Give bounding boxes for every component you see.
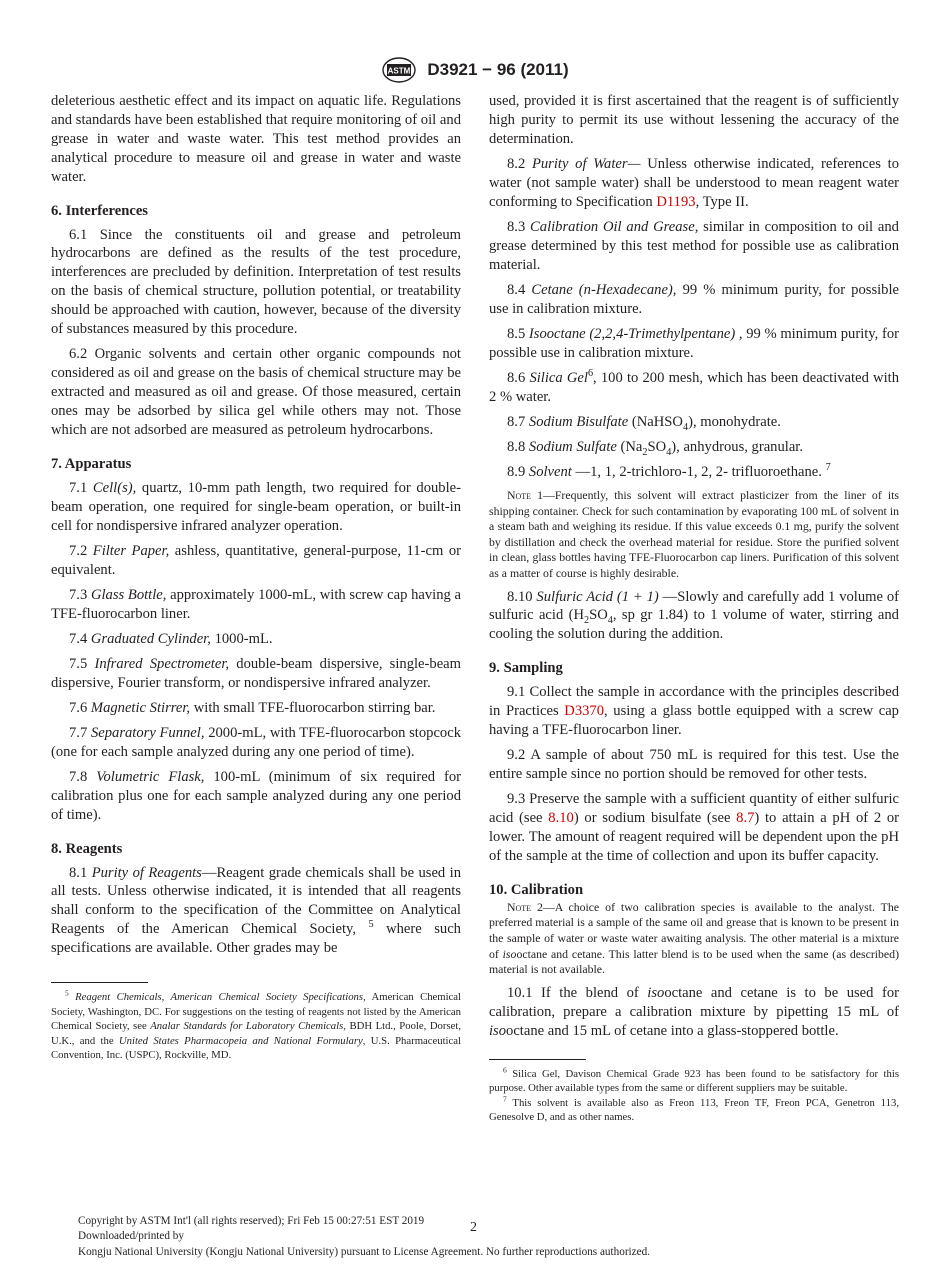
link-d1193[interactable]: D1193 [656, 193, 696, 210]
para-9-2: 9.2 A sample of about 750 mL is required for this test. Use the entire sample since no portion should be removed for other tests. [489, 747, 899, 783]
note-2: Note 2—A choice of two calibration species is available to the analyst. The preferred material is a sample of the same oil and grease that is known to be present in the sample of water or waste water awaiting analysis. The other material is a mixture of isooctane and cetane. This latter blend is to be used when the same (as described) material is not available. [489, 899, 899, 977]
section-8-heading: 8. Reagents [51, 840, 123, 857]
intro-paragraph: deleterious aesthetic effect and its impact on aquatic life. Regulations and standards have been established that require monitoring of oil and grease in water and waste water. This test method provides an analytical procedure to measure oil and grease in water and waste water. [51, 93, 461, 185]
footer-line-1: Copyright by ASTM Int'l (all rights reserved); Fri Feb 15 00:27:51 EST 2019 [78, 1215, 425, 1227]
para-8-8: 8.8 Sodium Sulfate $(Na_2SO_4)$, anhydrous, granular. [507, 438, 804, 458]
para-7-6: 7.6 Magnetic Stirrer, with small TFE-fluorocarbon stirring bar. [69, 699, 436, 716]
logo-text: ASTM [388, 66, 411, 76]
footer-line-3: Kongju National University (Kongju National University) pursuant to License Agreement. No further reproductions authorized. [78, 1245, 650, 1258]
copyright-footer [78, 1214, 650, 1260]
link-d3370[interactable]: D3370 [564, 703, 605, 720]
note-1: Note 1—Frequently, this solvent will extract plasticizer from the liner of its shipping container. Check for such contamination by evaporating 100 mL of solvent in a steam bath and weighing its residue. If this value exceeds 0.1 mg, purify the solvent by distillation and check the overhead material for residue. Store the purified solvent in clean, glass bottles having TFE-Fluorocarbon cap liners. Purification of this solvent as a matter of course is highly desirable. [489, 488, 899, 580]
left-column [51, 92, 461, 1063]
para-6-2: 6.2 Organic solvents and certain other organic compounds not considered as oil and grease on the basis of chemical structure may be extracted and measured as oil and grease. Of those measured, certain ones may be adsorbed by silica gel while others may not. Those which are not adsorbed are measured as petroleum hydrocarbons. [51, 346, 461, 438]
link-8-7[interactable]: 8.7 [736, 810, 755, 827]
para-8-2: 8.2 Purity of Water— Unless otherwise indicated, references to water (not sample water) shall be understood to mean reagent water conforming to Specification D1193, Type II. [489, 155, 899, 210]
astm-logo-icon [381, 56, 417, 84]
para-8-1: 8.1 Purity of Reagents—Reagent grade chemicals shall be used in all tests. Unless otherwise indicated, it is intended that all reagents shall conform to the specification of the Committee on Analytical Reagents of the American Chemical Society, $^5$ where such specifications are available. Other grades may be [51, 864, 461, 957]
footnote-divider [51, 982, 148, 983]
para-6-1: 6.1 Since the constituents oil and grease and petroleum hydrocarbons are defined as the results of the test procedure, interferences are precluded by definition. Interpretation of test results on the basis of chemical structure, pollution potential, or treatability should be approached with caution, however, because of the diversity of substances measured by this procedure. [51, 226, 461, 338]
para-8-9: 8.9 Solvent —1, 1, 2-trichloro-1, 2, 2- trifluoroethane. $^7$ [507, 462, 831, 480]
page-number: 2 [470, 1220, 477, 1235]
para-8-5: 8.5 Isooctane (2,2,4-Trimethylpentane) , 99 % minimum purity, for possible use in calibration mixture. [489, 325, 899, 361]
footnotes-right [489, 1067, 899, 1125]
footer-line-2: Downloaded/printed by [78, 1230, 184, 1243]
reagent-continuation: used, provided it is first ascertained that the reagent is of sufficiently high purity to permit its use without lessening the accuracy of the determination. [489, 93, 899, 147]
section-6-heading: 6. Interferences [51, 202, 148, 219]
footnote-6: $^6$ Silica Gel, Davison Chemical Grade 923 has been found to be satisfactory for this purpose. Other available types from the same or different suppliers may be suitable. [489, 1065, 899, 1095]
para-9-3: 9.3 Preserve the sample with a sufficient quantity of either sulfuric acid (see 8.10) or sodium bisulfate (see 8.7) to attain a pH of 2 or lower. The amount of reagent required will be dependent upon the pH of the sample at the time of collection and upon its buffer capacity. [489, 791, 900, 864]
standard-designation: D3921 − 96 (2011) [427, 60, 569, 79]
para-7-8: 7.8 Volumetric Flask, 100-mL (minimum of six required for calibration plus one for each sample analyzed during any one period of time). [51, 768, 461, 823]
para-7-4: 7.4 Graduated Cylinder, 1000-mL. [69, 630, 273, 647]
para-7-7: 7.7 Separatory Funnel, 2000-mL, with TFE-fluorocarbon stopcock (one for each sample analyzed during any one period of time). [51, 724, 461, 760]
para-7-3: 7.3 Glass Bottle, approximately 1000-mL, with screw cap having a TFE-fluorocarbon liner. [51, 586, 461, 622]
footnote-7: $^7$ This solvent is available also as Freon 113, Freon TF, Freon PCA, Genetron 113, Genesolve D, and as other names. [489, 1094, 899, 1124]
page-header [0, 56, 950, 84]
para-8-10: 8.10 Sulfuric Acid (1 + 1) —Slowly and carefully add 1 volume of sulfuric acid ($H_2SO_4$, sp gr 1.84) to 1 volume of water, stirring and cooling the solution during the addition. [489, 588, 899, 643]
para-7-5: 7.5 Infrared Spectrometer, double-beam dispersive, single-beam dispersive, Fourier transform, or nondispersive infrared analyzer. [51, 655, 461, 691]
right-column [489, 92, 899, 1125]
footnote-5: $^5$ Reagent Chemicals, American Chemical Society Specifications, American Chemical Society, Washington, DC. For suggestions on the testing of reagents not listed by the American Chemical Society, see Analar Standards for Laboratory Chemicals, BDH Ltd., Poole, Dorset, U.K., and the United States Pharmacopeia and National Formulary, U.S. Pharmaceutical Convention, Inc. (USPC), Rockville, MD. [51, 988, 462, 1062]
link-8-10[interactable]: 8.10 [548, 810, 574, 827]
section-10-heading: 10. Calibration [489, 881, 584, 898]
para-8-3: 8.3 Calibration Oil and Grease, similar in composition to oil and grease determined by this test method for possible use as calibration material. [489, 218, 899, 273]
footnote-divider-right [489, 1059, 586, 1060]
para-7-2: 7.2 Filter Paper, ashless, quantitative, general-purpose, 11-cm or equivalent. [51, 542, 461, 578]
para-8-6: 8.6 Silica Gel$^6$, 100 to 200 mesh, which has been deactivated with 2 % water. [489, 367, 899, 405]
para-10-1: 10.1 If the blend of isooctane and cetane is to be used for calibration, prepare a calibration mixture by pipetting 15 mL of isooctane and 15 mL of cetane into a glass-stoppered bottle. [489, 984, 899, 1039]
para-8-7: 8.7 Sodium Bisulfate (NaHSO$_4$), monohydrate. [507, 413, 781, 433]
section-7-heading: 7. Apparatus [51, 455, 132, 472]
para-7-1: 7.1 Cell(s), quartz, 10-mm path length, two required for double-beam operation, one required for single-beam operation, or built-in cell for nondispersive infrared analyzer operation. [51, 479, 461, 534]
para-9-1: 9.1 Collect the sample in accordance with the principles described in Practices D3370, using a glass bottle equipped with a screw cap having a TFE-fluorocarbon liner. [489, 684, 899, 739]
para-8-4: 8.4 Cetane (n-Hexadecane), 99 % minimum purity, for possible use in calibration mixture. [489, 281, 900, 317]
section-9-heading: 9. Sampling [489, 660, 563, 677]
